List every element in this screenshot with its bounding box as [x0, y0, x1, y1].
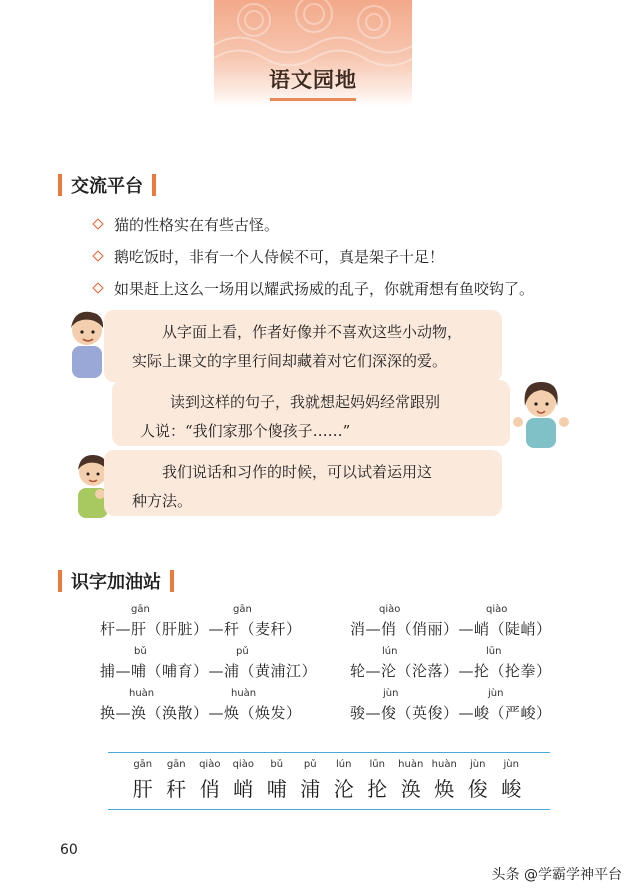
pinyin-label: huàn	[129, 688, 155, 699]
character-group: 捕—哺（哺育）—浦（黄浦江）	[100, 662, 318, 680]
summary-character	[126, 759, 160, 802]
summary-character	[294, 759, 328, 802]
bubble-line: 读到这样的句子，我就想起妈妈经常跟别	[170, 393, 441, 411]
character: 焕	[434, 777, 455, 801]
banner-pattern	[214, 0, 412, 70]
character: 沦	[333, 777, 354, 801]
girl-avatar-icon	[512, 376, 570, 448]
pinyin-label: lún	[336, 759, 352, 770]
character: 秆	[166, 777, 187, 801]
pinyin-label: gān	[133, 759, 153, 770]
pinyin-label: lún	[382, 646, 398, 657]
character-group: 杆—肝（肝脏）—秆（麦秆）	[100, 620, 302, 638]
diamond-bullet-icon	[92, 282, 103, 293]
pinyin-label: qiào	[486, 604, 508, 615]
summary-character	[227, 759, 261, 802]
pinyin-label: qiào	[199, 759, 221, 770]
watermark: 头条 @学霸学神平台	[491, 867, 622, 883]
bullet-text: 鹅吃饭时，非有一个人侍候不可，真是架子十足！	[114, 247, 445, 266]
list-item	[94, 240, 534, 272]
summary-character	[394, 759, 428, 802]
heading-bar-right	[170, 570, 174, 592]
summary-character	[495, 759, 529, 802]
pinyin-label: jùn	[470, 759, 486, 770]
section-title: 识字加油站	[71, 572, 161, 593]
character-group: 轮—沦（沦落）—抡（抡拳）	[350, 662, 552, 680]
character-group: 消—俏（俏丽）—峭（陡峭）	[350, 620, 552, 638]
character: 涣	[400, 777, 421, 801]
pinyin-label: jùn	[503, 759, 519, 770]
heading-bar-right	[152, 174, 156, 196]
pinyin-label: lūn	[369, 759, 385, 770]
character: 俏	[199, 777, 220, 801]
summary-character	[327, 759, 361, 802]
character: 哺	[266, 777, 287, 801]
bubble-line: 实际上课文的字里行间却藏着对它们深深的爱。	[132, 352, 448, 370]
section-title: 交流平台	[71, 176, 143, 197]
page-number: 60	[60, 842, 78, 858]
summary-character	[361, 759, 395, 802]
speech-bubble	[112, 380, 510, 446]
summary-character-box	[108, 752, 550, 810]
summary-character	[193, 759, 227, 802]
pinyin-label: bǔ	[134, 646, 147, 657]
bubble-line: 我们说话和习作的时候，可以试着运用这	[162, 463, 433, 481]
summary-character	[461, 759, 495, 802]
header-banner	[214, 0, 412, 106]
summary-characters	[126, 759, 528, 802]
pinyin-label: huàn	[398, 759, 424, 770]
heading-bar-left	[58, 570, 62, 592]
character: 峻	[501, 777, 522, 801]
bullet-text: 猫的性格实在有些古怪。	[114, 215, 280, 234]
bubble-line: 种方法。	[132, 492, 193, 510]
pinyin-label: pǔ	[303, 759, 317, 770]
heading-bar-left	[58, 174, 62, 196]
pinyin-label: qiào	[379, 604, 401, 615]
pinyin-label: qiào	[232, 759, 254, 770]
character-group: 骏—俊（英俊）—峻（严峻）	[350, 704, 552, 722]
character-row	[100, 604, 580, 648]
pinyin-label: gān	[131, 604, 150, 615]
section-heading-exchange	[58, 170, 156, 200]
character: 抡	[367, 777, 388, 801]
character: 峭	[233, 777, 254, 801]
section-heading-characters	[58, 566, 174, 596]
pinyin-label: bǔ	[270, 759, 284, 770]
example-list	[94, 208, 534, 304]
pinyin-label: gān	[233, 604, 252, 615]
speech-bubble	[104, 310, 502, 382]
pinyin-label: jùn	[488, 688, 504, 699]
page-title: 语文园地	[269, 67, 357, 92]
pinyin-label: lūn	[486, 646, 502, 657]
character-group: 换—涣（涣散）—焕（焕发）	[100, 704, 302, 722]
character: 肝	[132, 777, 153, 801]
diamond-bullet-icon	[92, 250, 103, 261]
character: 浦	[300, 777, 321, 801]
summary-character	[428, 759, 462, 802]
list-item	[94, 208, 534, 240]
bubble-line: 从字面上看，作者好像并不喜欢这些小动物，	[162, 323, 463, 341]
bullet-text: 如果赶上这么一场用以耀武扬威的乱子，你就甭想有鱼咬钩了。	[114, 279, 535, 298]
summary-character	[260, 759, 294, 802]
summary-character	[160, 759, 194, 802]
pinyin-label: pǔ	[236, 646, 249, 657]
character-row	[100, 688, 580, 732]
pinyin-label: huàn	[431, 759, 457, 770]
diamond-bullet-icon	[92, 218, 103, 229]
pinyin-label: huàn	[231, 688, 257, 699]
list-item	[94, 272, 534, 304]
pinyin-label: gān	[166, 759, 186, 770]
bubble-line: 人说：“我们家那个傻孩子……”	[140, 422, 351, 440]
character: 俊	[467, 777, 488, 801]
pinyin-label: jùn	[383, 688, 399, 699]
title-underline	[270, 98, 356, 101]
character-row	[100, 646, 580, 690]
speech-bubble	[104, 450, 502, 516]
